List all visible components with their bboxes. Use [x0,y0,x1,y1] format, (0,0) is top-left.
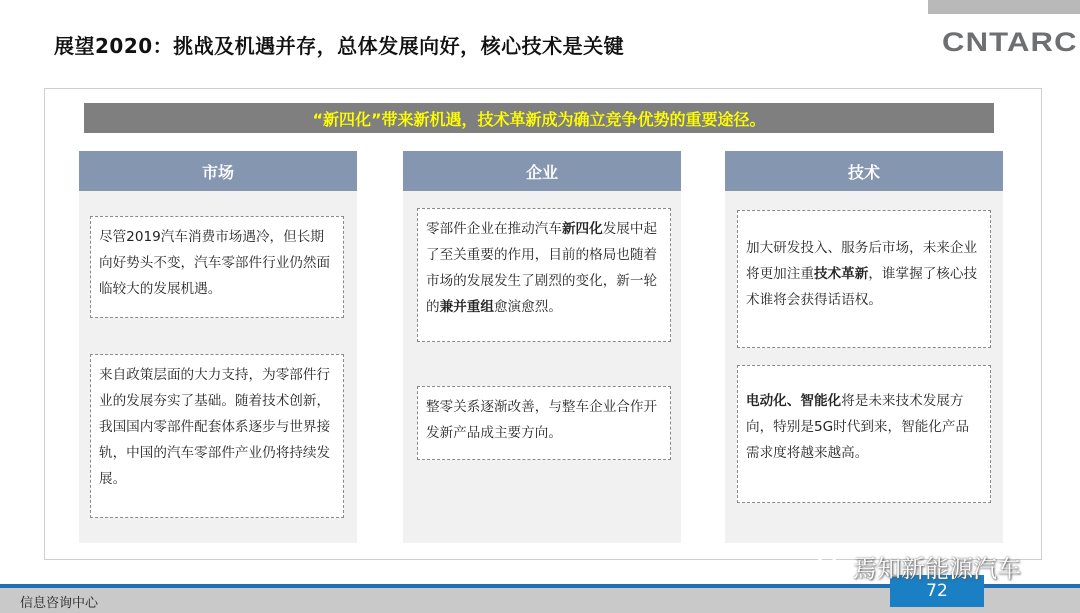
wechat-icon [815,554,847,580]
enterprise-box-2-text: 整零关系逐渐改善，与整车企业合作开发新产品成主要方向。 [426,399,658,441]
watermark-text: 焉知新能源汽车 [853,555,1021,583]
watermark [815,549,1021,584]
column-market [79,151,357,543]
enterprise-box-1-text-c: 愈演愈烈。 [493,299,562,315]
enterprise-box-1 [417,208,671,342]
market-box-1-text: 尽管2019汽车消费市场遇冷，但长期向好势头不变，汽车零部件行业仍然面临较大的发展机遇。 [99,229,331,297]
technology-box-2 [737,365,991,503]
cntarc-logo: CNTARC [942,27,1078,57]
column-header-technology: 技术 [725,151,1003,191]
technology-box-2-text: 将是未来技术发展方向，特别是5G时代到来，智能化产品需求度将越来越高。 [746,393,970,461]
column-header-enterprise: 企业 [403,151,681,191]
enterprise-box-1-bold-a: 新四化 [561,221,603,237]
technology-box-1-bold: 技术革新 [813,266,869,282]
footer-org-label: 信息咨询中心 [20,596,99,611]
enterprise-box-1-text-b: 发展中起了至关重要的作用，目前的格局也随着市场的发展发生了剧烈的变化，新一轮的 [426,221,658,315]
technology-box-1 [737,210,991,348]
market-box-2-text: 来自政策层面的大力支持，为零部件行业的发展夯实了基础。随着技术创新，我国国内零部件配套体系逐步与世界接轨，中国的汽车零部件产业仍将持续发展。 [99,367,331,487]
market-box-2 [90,354,344,518]
market-box-1 [90,216,344,318]
column-technology [725,151,1003,543]
column-header-market: 市场 [79,151,357,191]
top-corner-bar [928,0,1080,14]
technology-box-1-text-b: ，谁掌握了核心技术谁将会获得话语权。 [746,266,978,308]
page-number: 72 [890,575,984,607]
technology-box-1-text-a: 加大研发投入、服务后市场，未来企业将更加注重 [746,240,978,282]
page-title: 展望2020：挑战及机遇并存，总体发展向好，核心技术是关键 [54,34,625,58]
column-enterprise [403,151,681,543]
enterprise-box-1-text-a: 零部件企业在推动汽车 [426,221,562,237]
technology-box-2-bold: 电动化、智能化 [746,393,842,409]
enterprise-box-2 [417,386,671,460]
enterprise-box-1-bold-b: 兼并重组 [439,299,494,315]
headline-banner: “新四化”带来新机遇，技术革新成为确立竞争优势的重要途径。 [84,103,994,133]
